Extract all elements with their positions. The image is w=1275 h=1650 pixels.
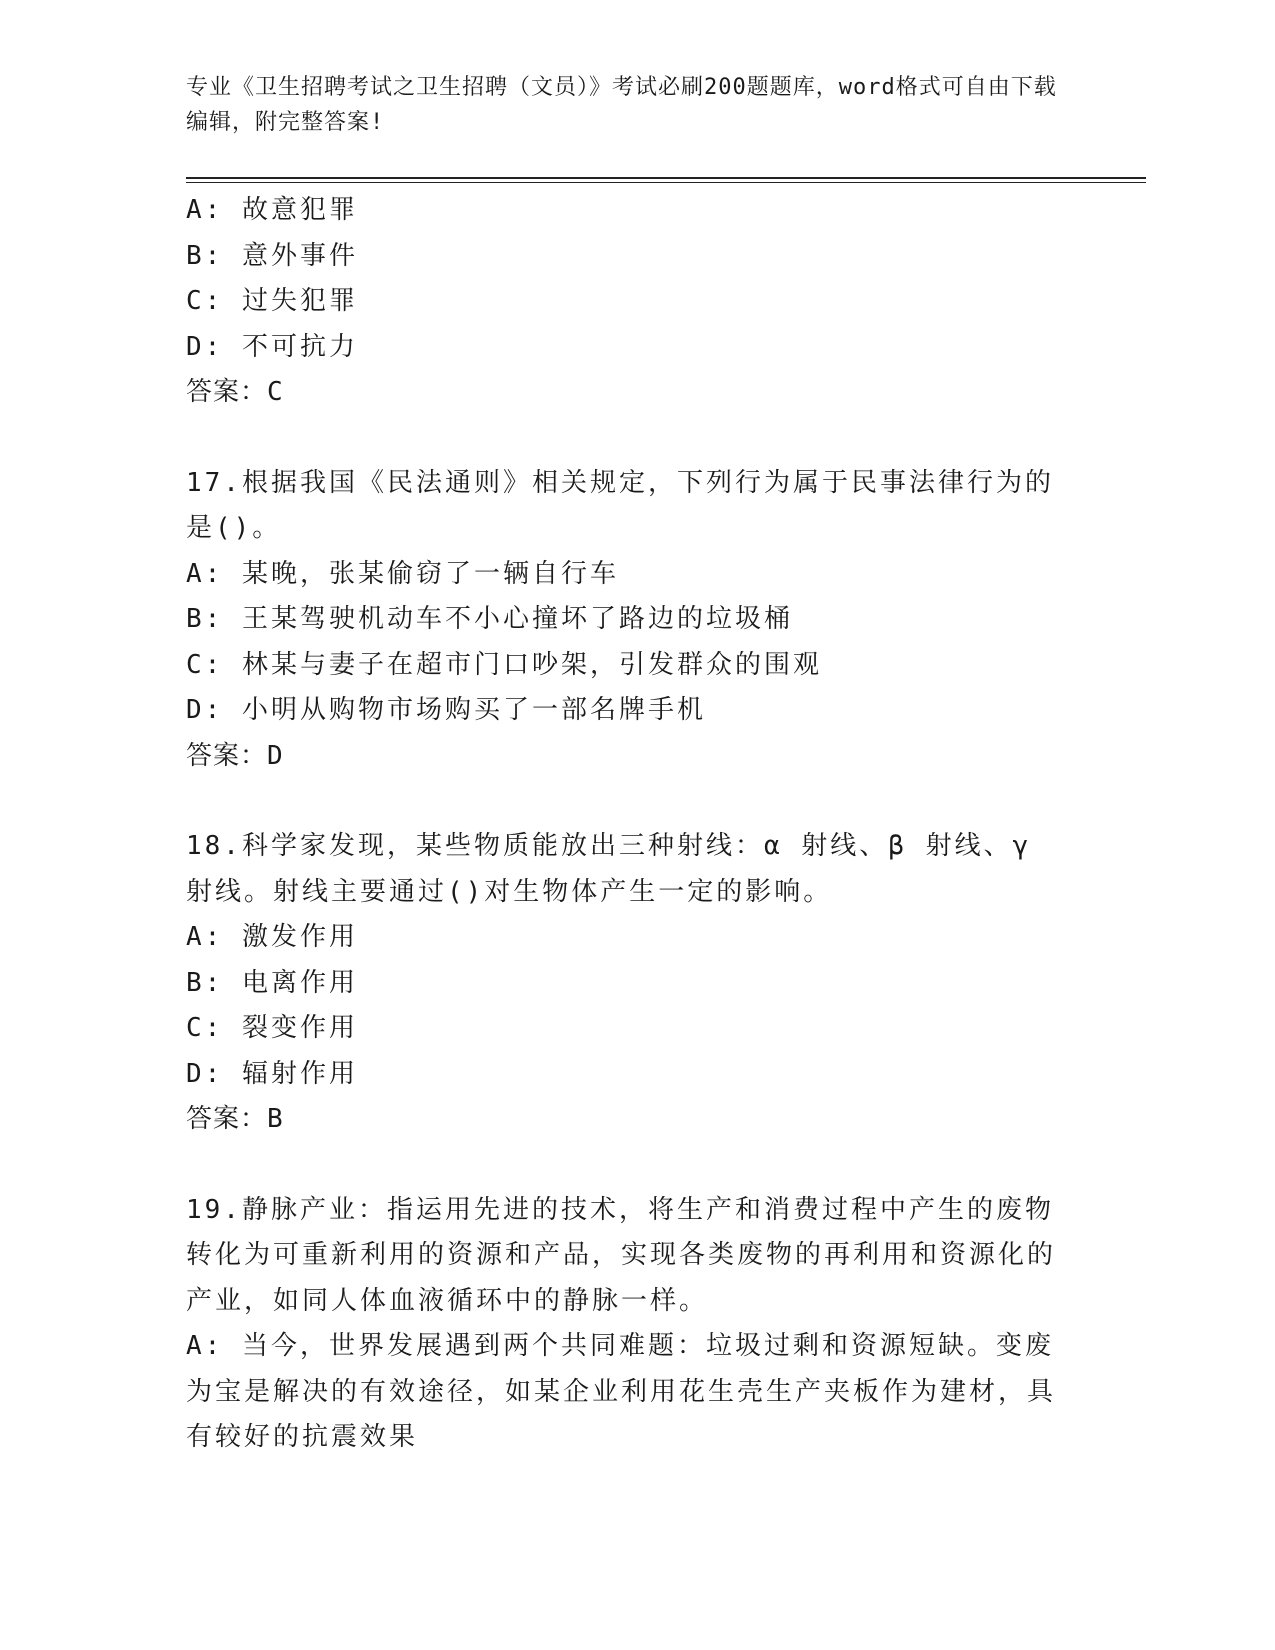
q18-option-a: A: 激发作用: [186, 922, 358, 952]
q17-option-a: A: 某晚，张某偷窃了一辆自行车: [186, 558, 619, 589]
q19-option-a: A: 当今，世界发展遇到两个共同难题：垃圾过剩和资源短缺。变废为宝是解决的有效途径，如某企业利用花生壳生产夹板作为建材，具有较好的抗震效果: [186, 1331, 1057, 1452]
q18-option-c: C: 裂变作用: [186, 1013, 358, 1043]
question-18-block: [186, 824, 1066, 1143]
q18-option-d: D: 辐射作用: [186, 1058, 358, 1089]
document-header: 专业《卫生招聘考试之卫生招聘（文员）》考试必刷200题题库，word格式可自由下载编辑，附完整答案!: [186, 75, 1057, 135]
q16-option-b: B: 意外事件: [186, 240, 358, 271]
header-rule-thin: [186, 182, 1146, 183]
q16-answer: 答案：C: [186, 377, 284, 407]
question-17-block: [186, 461, 1066, 780]
q18-option-b: B: 电离作用: [186, 967, 358, 998]
q16-option-c: C: 过失犯罪: [186, 286, 358, 316]
q17-option-b: B: 王某驾驶机动车不小心撞坏了路边的垃圾桶: [186, 604, 793, 634]
question-16-block: [186, 188, 1066, 416]
q17-answer: 答案：D: [186, 740, 284, 771]
q18-question: 18.科学家发现，某些物质能放出三种射线：α 射线、β 射线、γ 射线。射线主要通过()对生物体产生一定的影响。: [186, 831, 1032, 907]
header-rule-thick: [186, 177, 1146, 179]
q16-option-d: D: 不可抗力: [186, 331, 358, 362]
q17-option-c: C: 林某与妻子在超市门口吵架，引发群众的围观: [186, 649, 822, 680]
q18-answer: 答案：B: [186, 1104, 284, 1134]
question-19-block: [186, 1188, 1066, 1461]
spacer: [186, 416, 1066, 461]
spacer: [186, 779, 1066, 824]
q17-option-d: D: 小明从购物市场购买了一部名牌手机: [186, 695, 706, 725]
q17-question: 17.根据我国《民法通则》相关规定，下列行为属于民事法律行为的是()。: [186, 467, 1054, 543]
document-body: [186, 188, 1066, 1461]
q19-question: 19.静脉产业：指运用先进的技术，将生产和消费过程中产生的废物转化为可重新利用的资源和产品，实现各类废物的再利用和资源化的产业，如同人体血液循环中的静脉一样。: [186, 1194, 1057, 1316]
spacer: [186, 1143, 1066, 1188]
q16-option-a: A: 故意犯罪: [186, 195, 358, 225]
